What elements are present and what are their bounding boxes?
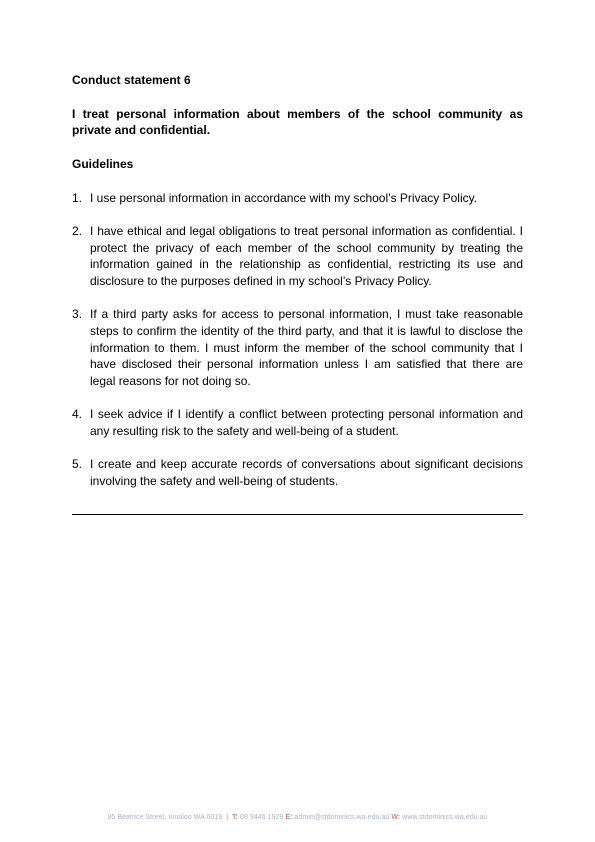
footer-email-label: E:	[285, 814, 293, 821]
footer-email: admin@stdominics.wa.edu.au	[294, 814, 390, 821]
guideline-number: 1.	[72, 190, 83, 205]
guideline-text: If a third party asks for access to personal information, I must take reasonable steps to confirm the identity of the third party, and that it is lawful to disclose the information to them. I must inform the member of the school community that I have disclosed their personal information unless I am satisfied that there are legal reasons for not doing so.	[90, 307, 523, 389]
guideline-text: I seek advice if I identify a conflict between protecting personal information and any resulting risk to the safety and well-being of a student.	[90, 407, 523, 439]
conduct-statement-heading: Conduct statement 6	[72, 73, 191, 87]
guideline-number: 2.	[72, 224, 83, 239]
footer-web-label: W:	[391, 814, 401, 821]
guideline-text: I create and keep accurate records of conversations about significant decisions involving the safety and well-being of students.	[90, 457, 523, 488]
guidelines-list	[72, 190, 523, 490]
conduct-statement-text: I treat personal information about members of the school community as private and confidential.	[72, 106, 523, 138]
footer-separator: |	[226, 814, 229, 821]
guideline-text: I have ethical and legal obligations to treat personal information as confidential. I protect the privacy of each member of the school community by treating the information gained in the relationship as confidential, restricting its use and disclosure to the purposes defined in my school’s Privacy Policy.	[90, 224, 523, 289]
guideline-item	[72, 406, 523, 439]
page-content	[72, 72, 523, 506]
guideline-item	[72, 190, 523, 207]
guideline-item	[72, 223, 523, 290]
guideline-number: 3.	[72, 307, 83, 322]
guideline-number: 4.	[72, 407, 83, 422]
guideline-number: 5.	[72, 457, 83, 472]
page-footer	[0, 814, 595, 821]
footer-web: www.stdominics.wa.edu.au	[402, 814, 488, 821]
guideline-item	[72, 456, 523, 489]
footer-phone-label: T:	[232, 814, 239, 821]
footer-address: 95 Beatrice Street, Innaloo WA 6018	[107, 814, 223, 821]
guideline-item	[72, 306, 523, 390]
section-divider	[72, 514, 523, 515]
footer-phone: 08 9446 1929	[240, 814, 284, 821]
guidelines-heading: Guidelines	[72, 157, 134, 172]
guideline-text: I use personal information in accordance with my school’s Privacy Policy.	[90, 190, 478, 205]
